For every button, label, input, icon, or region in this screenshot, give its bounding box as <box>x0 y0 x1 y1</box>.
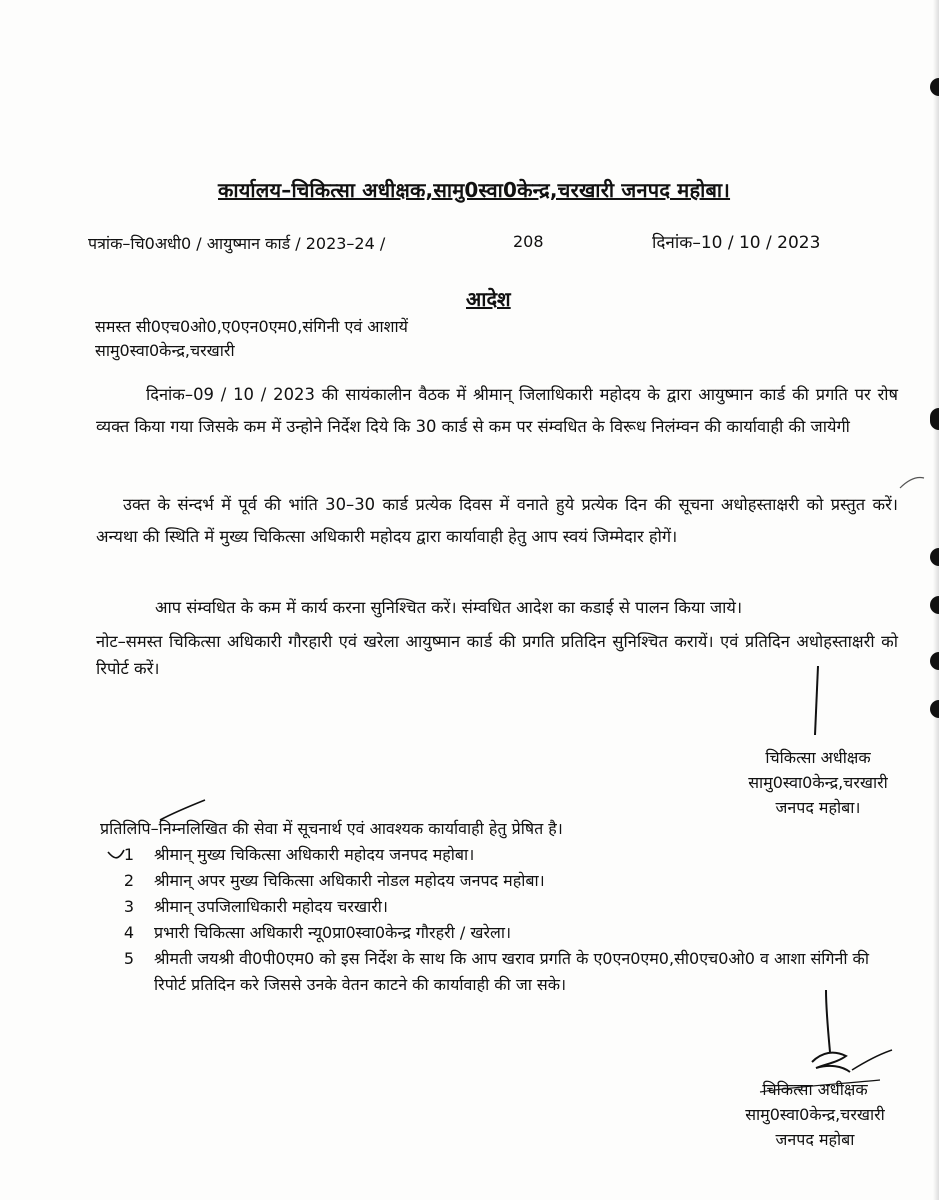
order-title: आदेश <box>466 287 511 311</box>
dispatch-number: 208 <box>513 232 544 251</box>
list-item-number: 1 <box>123 845 135 864</box>
signature-stroke <box>852 1050 892 1070</box>
body-paragraph-1: दिनांक–09 / 10 / 2023 की सायंकालीन वैठक में श्रीमान् जिलाधिकारी महोदय के द्वारा आयुष्मान कार्ड की प्रगति पर रोष व्यक्त किया गया जिसके कम में उन्होने निर्देश दिये कि 30 कार्ड से कम पर संम्वधित के विरूध निलंम्वन की कार्यावाही की जायेगी <box>96 385 898 436</box>
signature-office: सामु0स्वा0केन्द्र,चरखारी <box>748 773 888 792</box>
list-item-text: श्रीमती जयश्री वी0पी0एम0 को इस निर्देश के साथ कि आप खराव प्रगति के ए0एन0एम0,सी0एच0ओ0 व आशा संगिनी की रिपोर्ट प्रतिदिन करे जिससे उनके वेतन काटने की कार्यावाही की जा सके। <box>154 949 869 994</box>
signature-district: जनपद महोबा <box>775 1130 855 1149</box>
note-paragraph: नोट–समस्त चिकित्सा अधिकारी गौरहारी एवं खरेला आयुष्मान कार्ड की प्रगति प्रतिदिन सुनिश्चित करायें। एवं प्रतिदिन अधोहस्ताक्षरी को रिपोर्ट करें। <box>96 632 898 678</box>
list-item-number: 4 <box>123 923 135 942</box>
signature-designation: चिकित्सा अधीक्षक <box>762 1080 868 1099</box>
copy-to-intro: प्रतिलिपि–निम्नलिखित की सेवा में सूचनार्थ एवं आवश्यक कार्यावाही हेतु प्रेषित है। <box>100 819 563 838</box>
copy-tick-stroke <box>160 800 205 820</box>
list-item-number: 2 <box>123 871 135 890</box>
list-item-number: 3 <box>123 897 135 916</box>
list-item-text: श्रीमान् मुख्य चिकित्सा अधिकारी महोदय जनपद महोबा। <box>154 845 475 864</box>
list-item-number: 5 <box>123 949 135 968</box>
reference-number: पत्रांक–चि0अधी0 / आयुष्मान कार्ड / 2023–24 / <box>88 234 386 253</box>
addressee-line-1: समस्त सी0एच0ओ0,ए0एन0एम0,संगिनी एवं आशायें <box>95 317 408 336</box>
body-paragraph-3: आप संम्वधित के कम में कार्य करना सुनिश्चित करें। संम्वधित आदेश का कडाई से पालन किया जाये। <box>155 598 743 617</box>
office-heading: कार्यालय–चिकित्सा अधीक्षक,सामु0स्वा0केन्द्र,चरखारी जनपद महोबा। <box>218 178 731 202</box>
list-item-text: प्रभारी चिकित्सा अधिकारी न्यू0प्रा0स्वा0केन्द्र गौरहरी / खरेला। <box>154 923 512 942</box>
signature-office: सामु0स्वा0केन्द्र,चरखारी <box>745 1105 885 1124</box>
addressee-line-2: सामु0स्वा0केन्द्र,चरखारी <box>95 341 235 360</box>
signature-underline <box>760 1080 880 1092</box>
signature-stroke <box>826 990 830 1052</box>
letter-date: दिनांक–10 / 10 / 2023 <box>652 233 821 253</box>
margin-stroke <box>900 477 924 488</box>
signature-district: जनपद महोबा। <box>775 798 861 817</box>
tick-mark <box>108 850 124 858</box>
list-item-text: श्रीमान् अपर मुख्य चिकित्सा अधिकारी नोडल महोदय जनपद महोबा। <box>154 871 545 890</box>
signature-scribble <box>812 1053 850 1072</box>
list-item-text: श्रीमान् उपजिलाधिकारी महोदय चरखारी। <box>154 897 388 916</box>
signature-designation: चिकित्सा अधीक्षक <box>765 748 871 767</box>
body-paragraph-2: उक्त के संन्दर्भ में पूर्व की भांति 30–30 कार्ड प्रत्येक दिवस में वनाते हुये प्रत्येक दिन की सूचना अधोहस्ताक्षरी को प्रस्तुत करें। अन्यथा की स्थिति में मुख्य चिकित्सा अधिकारी महोदय द्वारा कार्यावाही हेतु आप स्वयं जिम्मेदार होगें। <box>96 495 898 546</box>
signature-stroke <box>815 666 818 735</box>
